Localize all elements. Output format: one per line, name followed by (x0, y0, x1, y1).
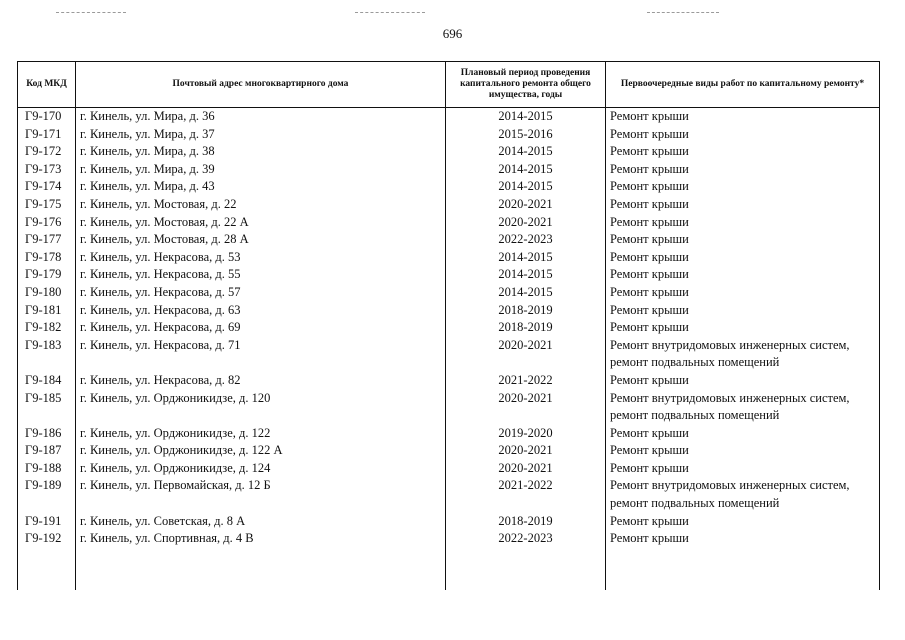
cell-works (606, 530, 880, 590)
cell-period: 2018-2019 (446, 513, 606, 531)
work-item: Ремонт крыши (610, 284, 689, 299)
cell-address: г. Кинель, ул. Советская, д. 8 А (76, 513, 446, 531)
cell-works (606, 161, 880, 179)
cell-period: 2014-2015 (446, 108, 606, 126)
table-row (18, 319, 880, 337)
cell-period: 2018-2019 (446, 302, 606, 320)
cell-period: 2015-2016 (446, 126, 606, 144)
cell-works (606, 178, 880, 196)
cell-works (606, 143, 880, 161)
cell-address: г. Кинель, ул. Некрасова, д. 55 (76, 266, 446, 284)
cell-period: 2019-2020 (446, 425, 606, 443)
work-item: Ремонт внутридомовых инженерных систем, (610, 390, 850, 405)
work-item: Ремонт внутридомовых инженерных систем, (610, 478, 850, 493)
work-item: Ремонт крыши (610, 425, 689, 440)
cell-code: Г9-191 (18, 513, 76, 531)
cell-period: 2020-2021 (446, 337, 606, 372)
cell-code: Г9-176 (18, 214, 76, 232)
cell-code: Г9-174 (18, 178, 76, 196)
cell-works (606, 513, 880, 531)
table-row (18, 126, 880, 144)
table-body (18, 108, 880, 591)
cell-code: Г9-179 (18, 266, 76, 284)
cell-period: 2022-2023 (446, 530, 606, 590)
work-item: Ремонт крыши (610, 126, 689, 141)
work-item: Ремонт крыши (610, 144, 689, 159)
table-row (18, 477, 880, 512)
work-item: Ремонт крыши (610, 214, 689, 229)
table-row (18, 530, 880, 590)
cell-address: г. Кинель, ул. Мира, д. 38 (76, 143, 446, 161)
work-item: Ремонт крыши (610, 179, 689, 194)
cell-works (606, 477, 880, 512)
cell-works (606, 372, 880, 390)
cell-works (606, 214, 880, 232)
cell-code: Г9-173 (18, 161, 76, 179)
table-row (18, 425, 880, 443)
table-row (18, 460, 880, 478)
cell-works (606, 231, 880, 249)
cell-address: г. Кинель, ул. Первомайская, д. 12 Б (76, 477, 446, 512)
cell-works (606, 126, 880, 144)
work-item: Ремонт крыши (610, 249, 689, 264)
work-item: Ремонт крыши (610, 460, 689, 475)
cell-works (606, 425, 880, 443)
cell-period: 2014-2015 (446, 143, 606, 161)
cell-period: 2014-2015 (446, 178, 606, 196)
cell-address: г. Кинель, ул. Мостовая, д. 22 А (76, 214, 446, 232)
cell-address: г. Кинель, ул. Орджоникидзе, д. 120 (76, 390, 446, 425)
table-row (18, 231, 880, 249)
table-header-row (18, 62, 880, 108)
cell-code: Г9-172 (18, 143, 76, 161)
cell-period: 2014-2015 (446, 284, 606, 302)
table-row (18, 196, 880, 214)
page-number: 696 (442, 26, 463, 41)
work-item: Ремонт крыши (610, 109, 689, 123)
cell-period: 2020-2021 (446, 214, 606, 232)
cell-code: Г9-177 (18, 231, 76, 249)
cell-code: Г9-185 (18, 390, 76, 425)
cell-code: Г9-187 (18, 442, 76, 460)
table-row (18, 108, 880, 126)
cell-code: Г9-180 (18, 284, 76, 302)
cell-period: 2014-2015 (446, 161, 606, 179)
header-address: Почтовый адрес многоквартирного дома (76, 62, 446, 108)
cell-works (606, 249, 880, 267)
scan-artifact-line (56, 12, 126, 13)
cell-address: г. Кинель, ул. Некрасова, д. 69 (76, 319, 446, 337)
cell-works (606, 302, 880, 320)
cell-works (606, 266, 880, 284)
cell-period: 2021-2022 (446, 372, 606, 390)
cell-period: 2020-2021 (446, 442, 606, 460)
table-row (18, 390, 880, 425)
cell-period: 2018-2019 (446, 319, 606, 337)
work-item: Ремонт крыши (610, 232, 689, 247)
cell-address: г. Кинель, ул. Спортивная, д. 4 В (76, 530, 446, 590)
cell-works (606, 108, 880, 126)
cell-works (606, 442, 880, 460)
table-row (18, 178, 880, 196)
cell-address: г. Кинель, ул. Некрасова, д. 63 (76, 302, 446, 320)
cell-code: Г9-178 (18, 249, 76, 267)
cell-period: 2021-2022 (446, 477, 606, 512)
scan-artifact-line (647, 12, 719, 13)
cell-works (606, 337, 880, 372)
cell-code: Г9-188 (18, 460, 76, 478)
header-code: Код МКД (18, 62, 76, 108)
cell-works (606, 390, 880, 425)
cell-code: Г9-186 (18, 425, 76, 443)
cell-works (606, 196, 880, 214)
work-item: Ремонт крыши (610, 372, 689, 387)
cell-code: Г9-171 (18, 126, 76, 144)
table-row (18, 442, 880, 460)
work-item: Ремонт крыши (610, 320, 689, 335)
cell-code: Г9-184 (18, 372, 76, 390)
cell-address: г. Кинель, ул. Мира, д. 36 (76, 108, 446, 126)
cell-address: г. Кинель, ул. Орджоникидзе, д. 122 (76, 425, 446, 443)
work-item: ремонт подвальных помещений (610, 408, 780, 423)
cell-period: 2020-2021 (446, 390, 606, 425)
table-row (18, 372, 880, 390)
work-item: Ремонт крыши (610, 531, 689, 546)
table-row (18, 143, 880, 161)
cell-address: г. Кинель, ул. Некрасова, д. 82 (76, 372, 446, 390)
cell-period: 2020-2021 (446, 460, 606, 478)
cell-code: Г9-181 (18, 302, 76, 320)
cell-address: г. Кинель, ул. Мира, д. 43 (76, 178, 446, 196)
work-item: Ремонт крыши (610, 267, 689, 282)
cell-address: г. Кинель, ул. Некрасова, д. 57 (76, 284, 446, 302)
table-row (18, 266, 880, 284)
cell-address: г. Кинель, ул. Некрасова, д. 71 (76, 337, 446, 372)
cell-code: Г9-175 (18, 196, 76, 214)
cell-address: г. Кинель, ул. Мостовая, д. 22 (76, 196, 446, 214)
cell-code: Г9-192 (18, 530, 76, 590)
cell-address: г. Кинель, ул. Мира, д. 39 (76, 161, 446, 179)
table-row (18, 513, 880, 531)
work-item: Ремонт внутридомовых инженерных систем, (610, 337, 850, 352)
cell-period: 2020-2021 (446, 196, 606, 214)
cell-period: 2014-2015 (446, 266, 606, 284)
work-item: ремонт подвальных помещений (610, 355, 780, 370)
table-row (18, 337, 880, 372)
work-item: Ремонт крыши (610, 196, 689, 211)
work-item: Ремонт крыши (610, 443, 689, 458)
work-item: ремонт подвальных помещений (610, 496, 780, 511)
cell-works (606, 319, 880, 337)
table-row (18, 302, 880, 320)
cell-code: Г9-189 (18, 477, 76, 512)
cell-address: г. Кинель, ул. Орджоникидзе, д. 124 (76, 460, 446, 478)
cell-code: Г9-183 (18, 337, 76, 372)
work-item: Ремонт крыши (610, 161, 689, 176)
cell-works (606, 460, 880, 478)
table-row (18, 249, 880, 267)
work-item: Ремонт крыши (610, 302, 689, 317)
cell-code: Г9-182 (18, 319, 76, 337)
cell-period: 2014-2015 (446, 249, 606, 267)
table-row (18, 214, 880, 232)
cell-period: 2022-2023 (446, 231, 606, 249)
scan-artifact-line (355, 12, 425, 13)
cell-address: г. Кинель, ул. Мира, д. 37 (76, 126, 446, 144)
cell-code: Г9-170 (18, 108, 76, 126)
header-works: Первоочередные виды работ по капитальному ремонту* (606, 62, 880, 108)
cell-address: г. Кинель, ул. Орджоникидзе, д. 122 А (76, 442, 446, 460)
repair-registry-table (17, 61, 880, 590)
work-item: Ремонт крыши (610, 513, 689, 528)
cell-works (606, 284, 880, 302)
cell-address: г. Кинель, ул. Мостовая, д. 28 А (76, 231, 446, 249)
cell-address: г. Кинель, ул. Некрасова, д. 53 (76, 249, 446, 267)
header-period: Плановый период проведения капитального ремонта общего имущества, годы (446, 62, 606, 108)
table-row (18, 284, 880, 302)
table-row (18, 161, 880, 179)
